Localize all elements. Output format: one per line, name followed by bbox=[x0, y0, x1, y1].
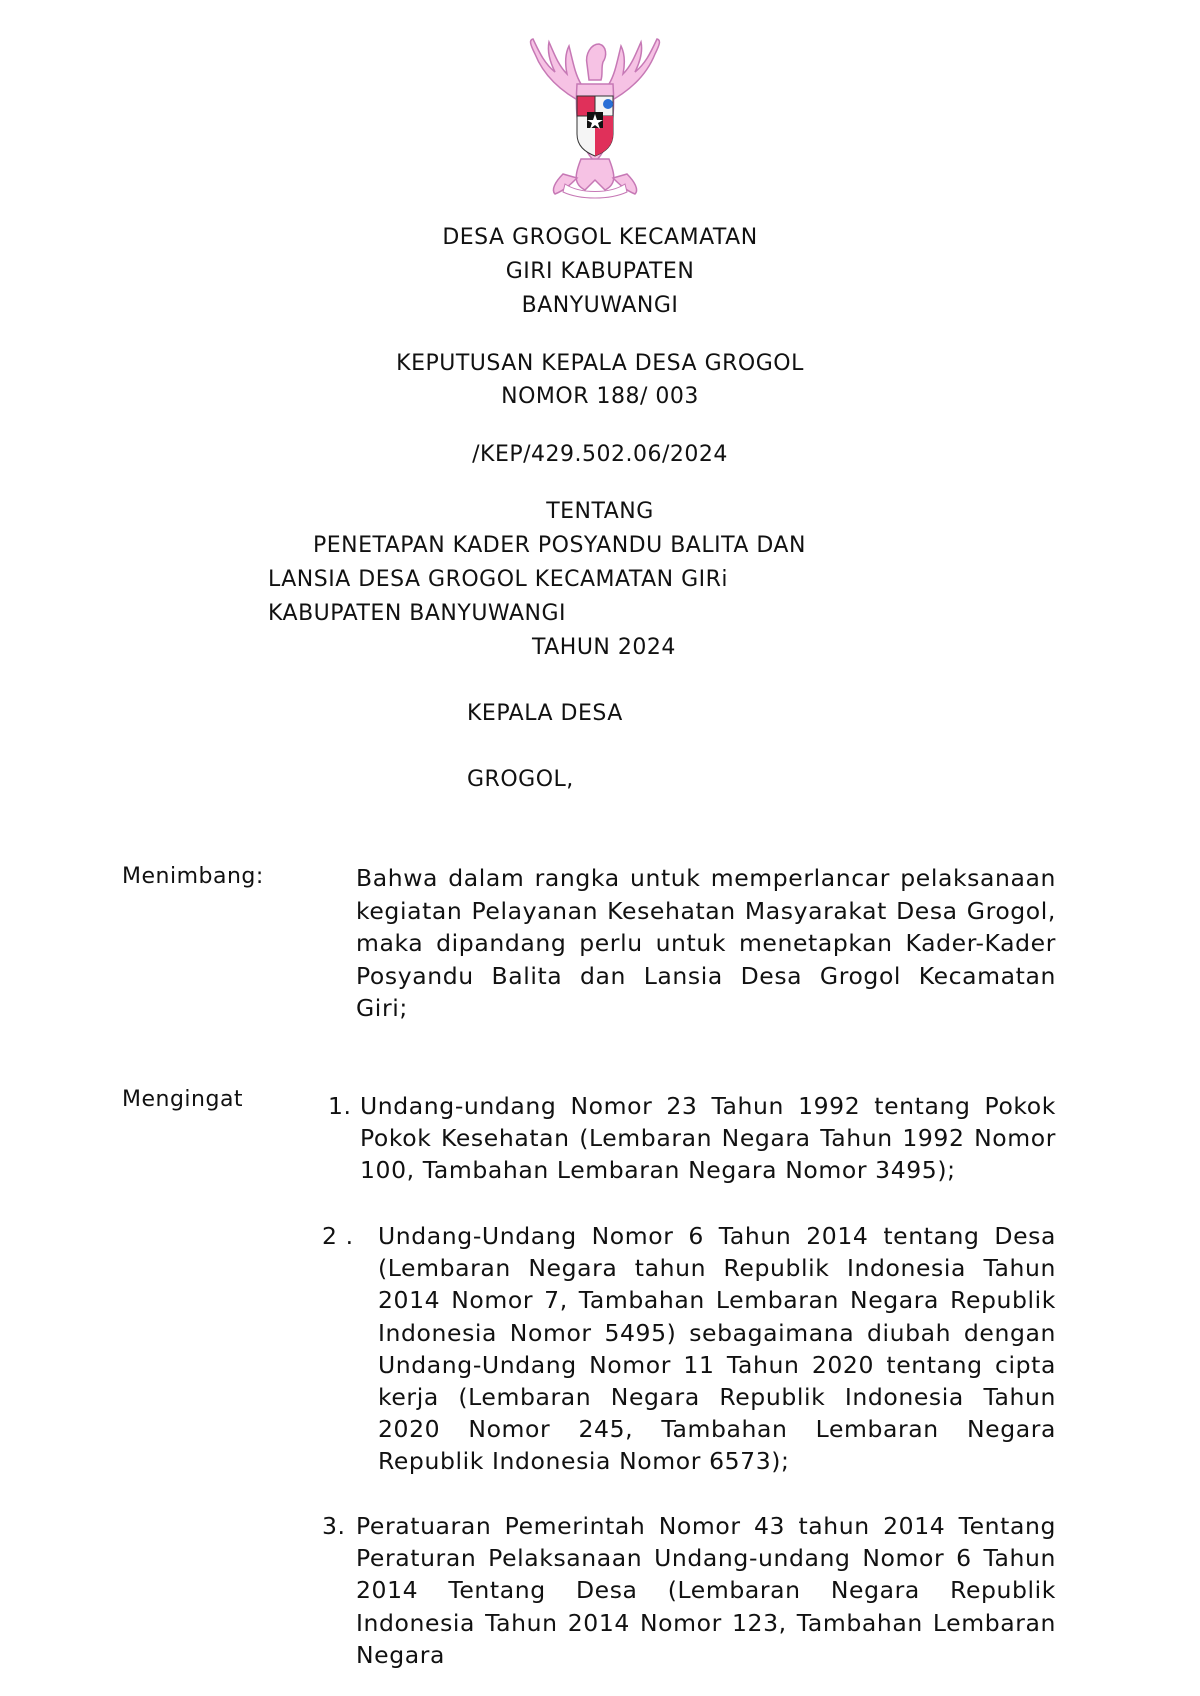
list-item-text: Undang-undang Nomor 23 Tahun 1992 tentang Pokok Pokok Kesehatan (Lembaran Negara Tahun 1992 Nomor 100, Tambahan Lembaran Negara Nomor 3495); bbox=[360, 1092, 1056, 1185]
decree-code: /KEP/429.502.06/2024 bbox=[472, 442, 728, 467]
menimbang-text: Bahwa dalam rangka untuk memperlancar pelaksanaan kegiatan Pelayanan Kesehatan Masyarakat Desa Grogol, maka dipandang perlu untuk menetapkan Kader-Kader Posyandu Balita dan Lansia Desa Grogol Kecamatan Giri; bbox=[356, 864, 1056, 1022]
list-item-text: Peratuaran Pemerintah Nomor 43 tahun 2014 Tentang Peraturan Pelaksanaan Undang-undang Nomor 6 Tahun 2014 Tentang Desa (Lembaran Negara Republik Indonesia Tahun 2014 Nomor 123, Tambahan Lembaran Negara bbox=[356, 1512, 1056, 1669]
official-village: GROGOL, bbox=[467, 767, 574, 792]
official-title: KEPALA DESA bbox=[467, 701, 623, 726]
about-heading: TENTANG bbox=[546, 499, 654, 524]
mengingat-label: Mengingat bbox=[122, 1087, 244, 1112]
list-item-text: Undang-Undang Nomor 6 Tahun 2014 tentang Desa (Lembaran Negara tahun Republik Indonesia Tahun 2014 Nomor 7, Tambahan Lembaran Negara Republik Indonesia Nomor 5495) sebagaimana diubah dengan Undang-Undang Nomor 11 Tahun 2020 tentang cipta kerja (Lembaran Negara Republik Indonesia Tahun 2020 Nomor 245, Tambahan Lembaran Negara Republik Indonesia Nomor 6573); bbox=[378, 1222, 1056, 1476]
subject-line-3: KABUPATEN BANYUWANGI bbox=[268, 601, 567, 626]
header-line-2: GIRI KABUPATEN bbox=[505, 259, 695, 284]
menimbang-label: Menimbang: bbox=[122, 864, 264, 889]
decree-title: KEPUTUSAN KEPALA DESA GROGOL bbox=[396, 351, 804, 376]
header-line-1: DESA GROGOL KECAMATAN bbox=[442, 225, 758, 250]
subject-line-1: PENETAPAN KADER POSYANDU BALITA DAN bbox=[313, 533, 806, 558]
garuda-emblem-icon bbox=[515, 34, 675, 202]
list-number: 3. bbox=[322, 1512, 346, 1540]
list-number: 1. bbox=[328, 1092, 352, 1120]
header-line-3: BANYUWANGI bbox=[521, 293, 679, 318]
subject-line-2: LANSIA DESA GROGOL KECAMATAN GIRi bbox=[268, 567, 729, 592]
list-number: 2 . bbox=[322, 1222, 354, 1250]
decree-number: NOMOR 188/ 003 bbox=[501, 384, 699, 409]
decree-year: TAHUN 2024 bbox=[532, 635, 676, 660]
